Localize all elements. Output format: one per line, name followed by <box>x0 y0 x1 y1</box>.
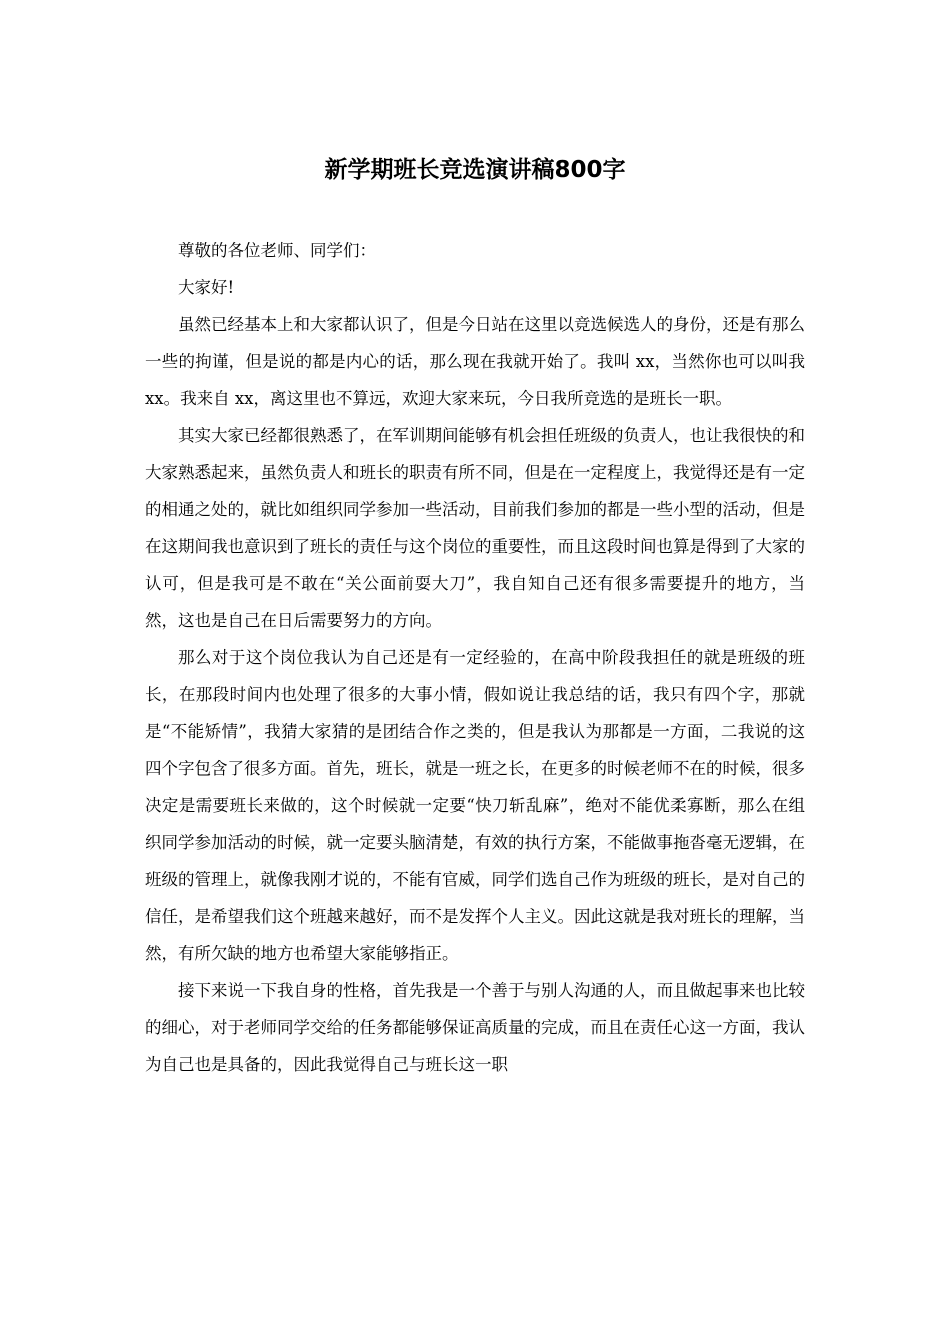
paragraph-understanding: 那么对于这个岗位我认为自己还是有一定经验的，在高中阶段我担任的就是班级的班长，在那段时间内也处理了很多的大事小情，假如说让我总结的话，我只有四个字，那就是“不能矫情”，我猜大家猜的是团结合作之类的，但是我认为那都是一方面，二我说的这四个字包含了很多方面。首先，班长，就是一班之长，在更多的时候老师不在的时候，很多决定是需要班长来做的，这个时候就一定要“快刀斩乱麻”，绝对不能优柔寡断，那么在组织同学参加活动的时候，就一定要头脑清楚，有效的执行方案，不能做事拖沓毫无逻辑，在班级的管理上，就像我刚才说的，不能有官威，同学们选自己作为班级的班长，是对自己的信任，是希望我们这个班越来越好，而不是发挥个人主义。因此这就是我对班长的理解，当然，有所欠缺的地方也希望大家能够指正。 <box>145 648 805 963</box>
document-body <box>145 232 805 1083</box>
paragraph-greeting: 大家好! <box>178 278 235 297</box>
paragraph-personality: 接下来说一下我自身的性格，首先我是一个善于与别人沟通的人，而且做起事来也比较的细心，对于老师同学交给的任务都能够保证高质量的完成，而且在责任心这一方面，我认为自己也是具备的，因此我觉得自己与班长这一职 <box>145 981 805 1074</box>
document-title: 新学期班长竞选演讲稿800字 <box>324 157 626 183</box>
paragraph-introduction: 虽然已经基本上和大家都认识了，但是今日站在这里以竞选候选人的身份，还是有那么一些的拘谨，但是说的都是内心的话，那么现在我就开始了。我叫 xx，当然你也可以叫我 xx。我来自 xx，离这里也不算远，欢迎大家来玩，今日我所竞选的是班长一职。 <box>145 315 805 408</box>
paragraph-salutation: 尊敬的各位老师、同学们： <box>178 241 376 260</box>
paragraph-experience: 其实大家已经都很熟悉了，在军训期间能够有机会担任班级的负责人，也让我很快的和大家熟悉起来，虽然负责人和班长的职责有所不同，但是在一定程度上，我觉得还是有一定的相通之处的，就比如组织同学参加一些活动，目前我们参加的都是一些小型的活动，但是在这期间我也意识到了班长的责任与这个岗位的重要性，而且这段时间也算是得到了大家的认可，但是我可是不敢在“关公面前耍大刀”，我自知自己还有很多需要提升的地方，当然，这也是自己在日后需要努力的方向。 <box>145 426 805 630</box>
